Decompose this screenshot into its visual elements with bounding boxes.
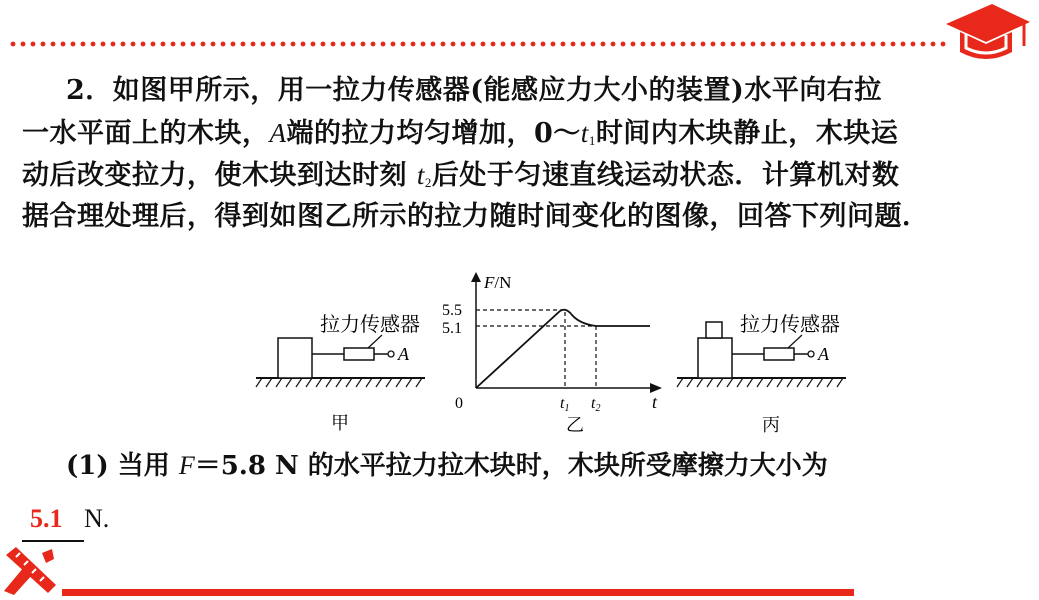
answer-blank [22, 498, 84, 542]
force-symbol: F [178, 451, 195, 480]
x-tick-t2: t2 [591, 395, 601, 414]
wood-block [278, 338, 312, 378]
answer-value: 5.1 [30, 504, 63, 533]
y-tick-5-1: 5.1 [442, 320, 462, 337]
dotted-divider [8, 41, 948, 47]
problem-line-3 [22, 154, 1022, 196]
caption-jia: 甲 [331, 413, 349, 433]
problem-line-2 [22, 112, 1022, 154]
question-1-text: ＝5.8 N 的水平拉力拉木块时，木块所受摩擦力大小为 [194, 451, 828, 481]
point-a-label: A [269, 118, 287, 148]
caption-bing: 丙 [762, 415, 780, 435]
ground-hatch-bing [677, 378, 843, 387]
x-tick-t1: t1 [560, 395, 570, 414]
problem-line-4-text: 据合理处理后，得到如图乙所示的拉力随时间变化的图像，回答下列问题． [22, 201, 930, 232]
t-symbol: t [580, 118, 589, 148]
sensor-label-bing: 拉力传感器 [740, 314, 840, 336]
answer-unit: N. [84, 504, 110, 533]
answer-line [22, 498, 109, 542]
problem-line-1 [22, 70, 1022, 112]
figure-yi-graph [442, 272, 662, 435]
t1-subscript: 1 [588, 133, 596, 148]
question-1-prefix: (1) 当用 [66, 451, 179, 481]
problem-line-3-a: 动后改变拉力，使木块到达时刻 [22, 160, 417, 191]
problem-line-3-b: 后处于匀速直线运动状态．计算机对数 [431, 160, 900, 191]
y-axis-label: F/N [484, 273, 512, 292]
problem-line-4 [22, 196, 1022, 238]
pen-ruler-icon [2, 545, 60, 597]
point-a-jia: A [398, 344, 409, 364]
question-1 [66, 445, 828, 487]
graduation-cap-icon [940, 2, 1032, 64]
sensor-label-jia: 拉力传感器 [320, 314, 420, 336]
ground-hatch [256, 378, 422, 387]
weight-block [706, 322, 722, 338]
figure-jia [256, 313, 425, 433]
problem-line-1-text: 2．如图甲所示，用一拉力传感器(能感应力大小的装置)水平向右拉 [66, 75, 882, 106]
force-curve [476, 310, 650, 388]
point-a-bing: A [818, 344, 829, 364]
caption-yi: 乙 [566, 415, 584, 435]
problem-line-2-c: 时间内木块静止，木块运 [595, 118, 899, 149]
t2-subscript: 2 [424, 175, 432, 190]
sensor-body-bing [764, 348, 794, 360]
problem-line-2-a: 一水平面上的木块， [22, 118, 270, 149]
bottom-red-bar [62, 589, 854, 596]
sensor-body [344, 348, 374, 360]
problem-line-2-b: 端的拉力均匀增加，0～ [286, 118, 581, 149]
figure-bing [677, 313, 846, 435]
wood-block-bing [698, 338, 732, 378]
y-tick-5-5: 5.5 [442, 302, 462, 319]
figure [0, 270, 1039, 442]
t-symbol: t [416, 160, 425, 190]
origin-label: 0 [455, 395, 463, 412]
problem-text [22, 70, 1022, 238]
x-axis-label: t [652, 392, 658, 412]
